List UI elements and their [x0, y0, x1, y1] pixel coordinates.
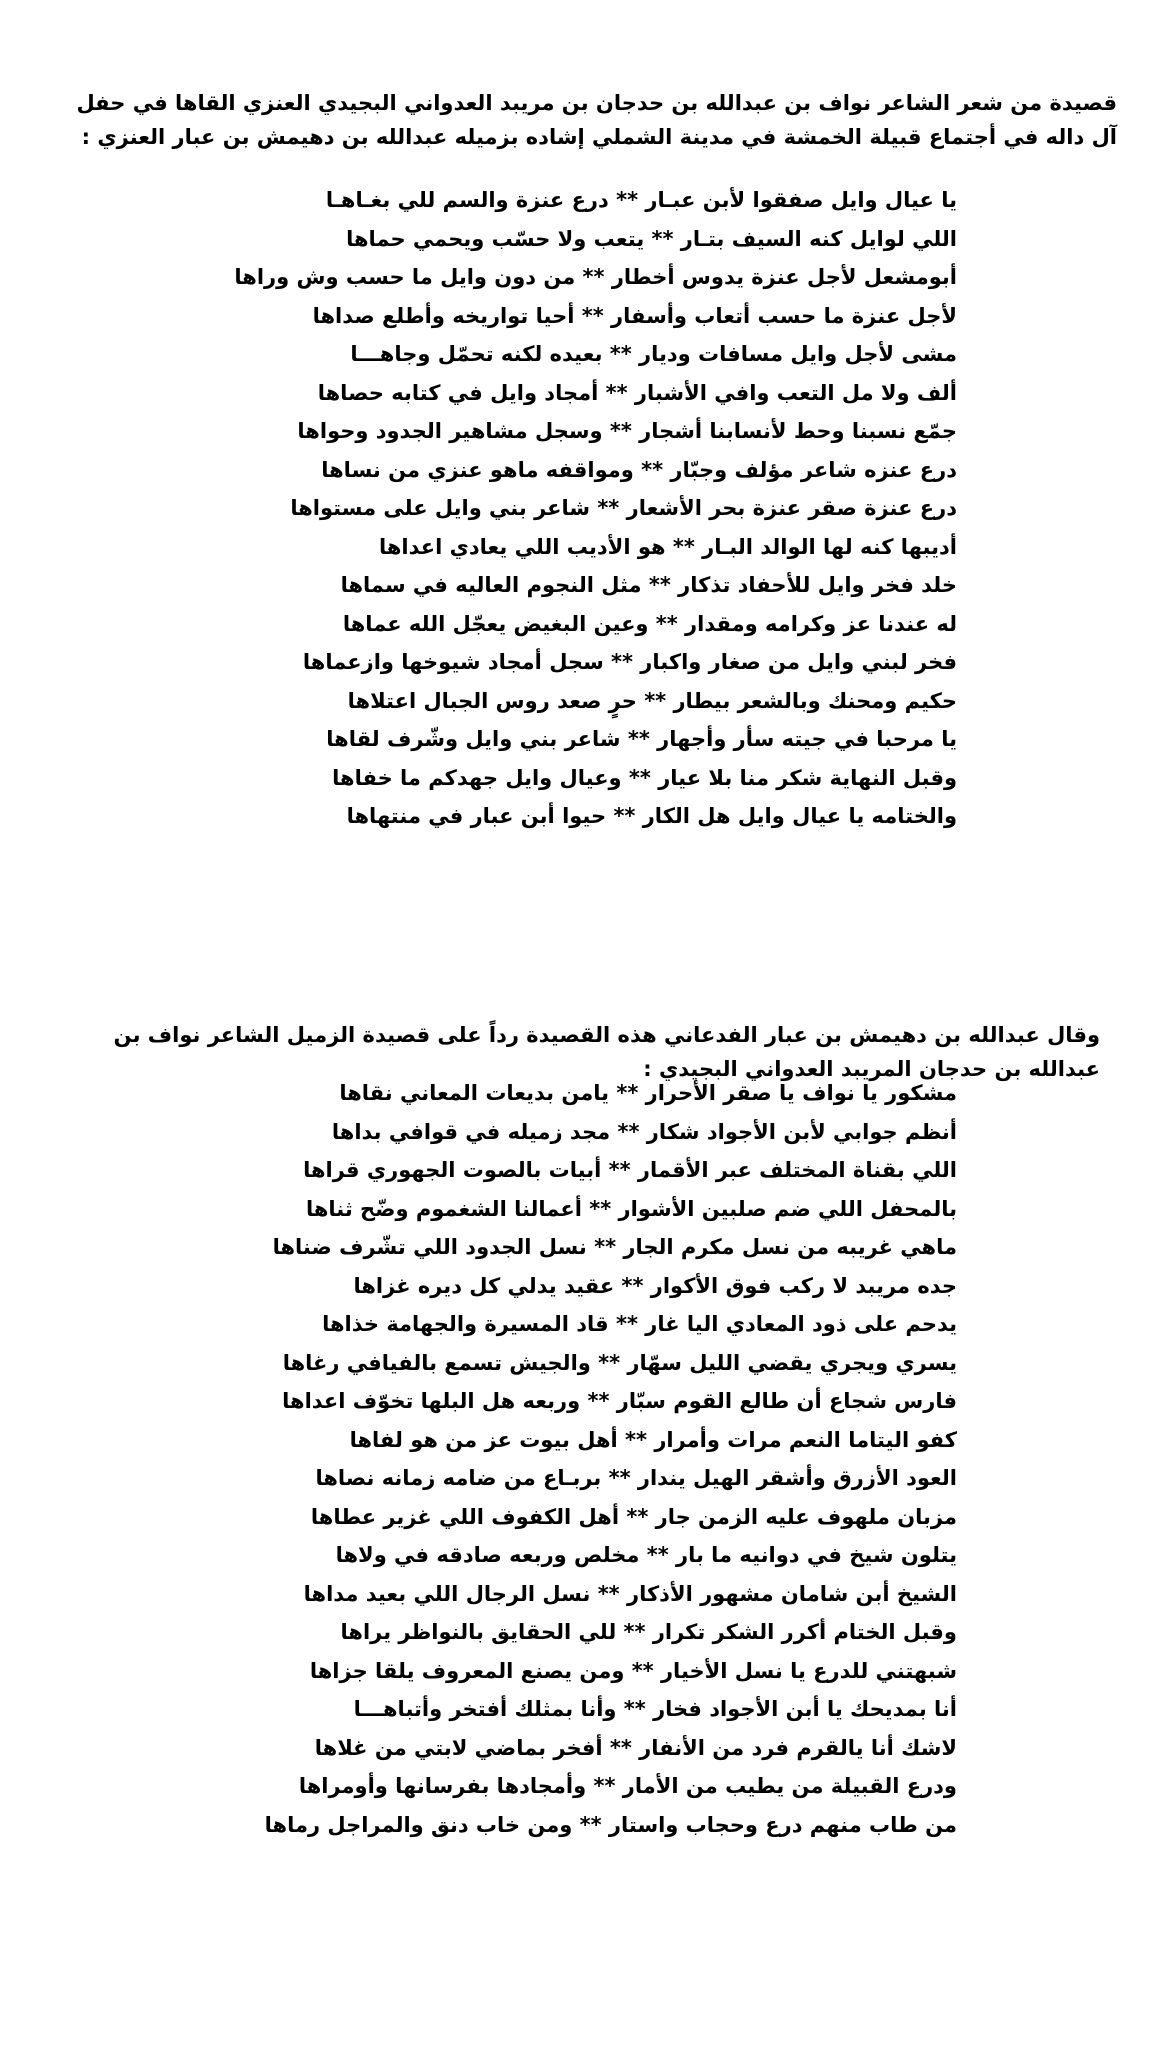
poem-2-verse-18: لاشك أنا يالقرم فرد من الأنفار ** أفخر بماضي لابتي من غلاها — [314, 1735, 957, 1760]
poem-2-verse-4: بالمحفل اللي ضم صلبين الأشوار ** أعمالنا الشغموم وضّح ثناها — [305, 1196, 957, 1221]
poem-2-verse-7: يدحم على ذود المعادي اليا غار ** قاد المسيرة والجهامة خذاها — [322, 1312, 957, 1336]
intro-1-line-1: قصيدة من شعر الشاعر نواف بن عبدالله بن حدجان بن مريبد العدواني البجيدي العنزي القاها في حفل — [76, 91, 1117, 115]
poem-1-verse-10: أديبها كنه لها الوالد البـار ** هو الأديب اللي يعادي اعداها — [378, 534, 957, 559]
poem-2-verse-5: ماهي غريبه من نسل مكرم الجار ** نسل الجدود اللي تشّرف ضناها — [272, 1235, 957, 1259]
poem-1-verse-3: أبومشعل لأجل عنزة يدوس أخطار ** من دون وايل ما حسب وش وراها — [234, 265, 957, 289]
poem-1-verse-2: اللي لوايل كنه السيف بتـار ** يتعب ولا حسّب ويحمي حماها — [346, 226, 957, 251]
poem-2-verse-14: الشيخ أبن شامان مشهور الأذكار ** نسل الرجال اللي بعيد مداها — [303, 1581, 957, 1606]
poem-2-verse-17: أنا بمديحك يا أبن الأجواد فخار ** وأنا بمثلك أفتخر وأتباهـــا — [353, 1697, 957, 1721]
poem-1-verses — [177, 181, 957, 836]
poem-1-verse-13: فخر لبني وايل من صغار واكبار ** سجل أمجاد شيوخها وازعماها — [302, 650, 957, 674]
poem-2-verse-2: أنظم جوابي لأبن الأجواد شكار ** مجد زميله في قوافي بداها — [331, 1119, 957, 1144]
poem-1-verse-6: ألف ولا مل التعب وافي الأشبار ** أمجاد وايل في كتابه حصاها — [317, 380, 957, 405]
poem-1-verse-17: والختامه يا عيال وايل هل الكار ** حيوا أبن عبار في منتهاها — [346, 804, 957, 828]
poem-2-verse-19: ودرع القبيلة من يطيب من الأمار ** وأمجادها بفرسانها وأومراها — [298, 1774, 957, 1798]
intro-2-line-2: عبدالله بن حدجان المريبد العدواني البجيدي : — [643, 1057, 1100, 1081]
poem-2-verse-20: من طاب منهم درع وحجاب واستار ** ومن خاب دنق والمراجل رماها — [264, 1812, 957, 1837]
poem-1-verse-16: وقبل النهاية شكر منا بلا عيار ** وعيال وايل جهدكم ما خفاها — [332, 765, 957, 790]
poem-2-verse-8: يسري ويجري يقضي الليل سهّار ** والجيش تسمع بالفيافي رغاها — [282, 1350, 957, 1375]
intro-2-line-1: وقال عبدالله بن دهيمش بن عبار الفدعاني هذه القصيدة رداً على قصيدة الزميل الشاعر نواف بن — [113, 1023, 1100, 1047]
poem-2-verse-12: مزبان ملهوف عليه الزمن جار ** أهل الكفوف اللي غزير عطاها — [310, 1504, 957, 1529]
poem-1-verse-14: حكيم ومحنك وبالشعر بيطار ** حرٍ صعد روس الجبال اعتلاها — [347, 688, 957, 713]
poem-1-verse-7: جمّع نسبنا وحط لأنسابنا أشجار ** وسجل مشاهير الجدود وحواها — [297, 419, 957, 443]
poem-2-verse-6: جده مريبد لا ركب فوق الأكوار ** عقيد يدلي كل ديره غزاها — [353, 1273, 957, 1298]
poem-2-verse-11: العود الأزرق وأشقر الهيل يندار ** بربـاع من ضامه زمانه نصاها — [315, 1466, 957, 1490]
poem-1-verse-11: خلد فخر وايل للأحفاد تذكار ** مثل النجوم العاليه في سماها — [340, 573, 957, 597]
poem-2-verse-16: شبهتني للدرع يا نسل الأخيار ** ومن يصنع المعروف يلقا جزاها — [309, 1658, 957, 1683]
poem-1-verse-4: لأجل عنزة ما حسب أتعاب وأسفار ** أحيا تواريخه وأطلع صداها — [312, 303, 957, 328]
poem-1-verse-1: يا عيال وايل صفقوا لأبن عبـار ** درع عنزة والسم للي بغـاهـا — [325, 188, 957, 212]
poem-1-verse-8: درع عنزه شاعر مؤلف وجبّار ** ومواقفه ماهو عنزي من نساها — [321, 457, 957, 482]
poem-2-verse-15: وقبل الختام أكرر الشكر تكرار ** للي الحقايق بالنواظر يراها — [340, 1620, 957, 1644]
poem-2-verse-10: كفو اليتاما النعم مرات وأمرار ** أهل بيوت عز من هو لفاها — [349, 1427, 957, 1452]
intro-1-line-2: آل داله في أجتماع قبيلة الخمشة في مدينة الشملي إشاده بزميله عبدالله بن دهيمش بن عبار العنزي : — [81, 125, 1117, 149]
poem-1-verse-5: مشى لأجل وايل مسافات وديار ** بعيده لكنه تحمّل وجاهـــا — [350, 342, 957, 366]
poem-2-verse-13: يتلون شيخ في دوانيه ما بار ** مخلص وربعه صادقه في ولاها — [335, 1543, 957, 1567]
poem-2-verses — [177, 1074, 957, 1844]
poem-1-verse-12: له عندنا عز وكرامه ومقدار ** وعين البغيض يعجّل الله عماها — [342, 611, 957, 636]
poem-1-verse-15: يا مرحبا في جيته سأر وأجهار ** شاعر بني وايل وشّرف لقاها — [326, 727, 957, 751]
poem-2-verse-9: فارس شجاع أن طالع القوم سبّار ** وربعه هل البلها تخوّف اعداها — [282, 1389, 957, 1413]
poem-2-verse-1: مشكور يا نواف يا صقر الأحرار ** يامن بديعات المعاني نقاها — [339, 1081, 957, 1105]
poem-2-verse-3: اللي بقناة المختلف عبر الأقمار ** أبيات بالصوت الجهوري قراها — [303, 1158, 957, 1182]
poem-1-verse-9: درع عنزة صقر عنزة بحر الأشعار ** شاعر بني وايل على مستواها — [290, 496, 957, 520]
poem-1-introduction — [32, 86, 1117, 154]
